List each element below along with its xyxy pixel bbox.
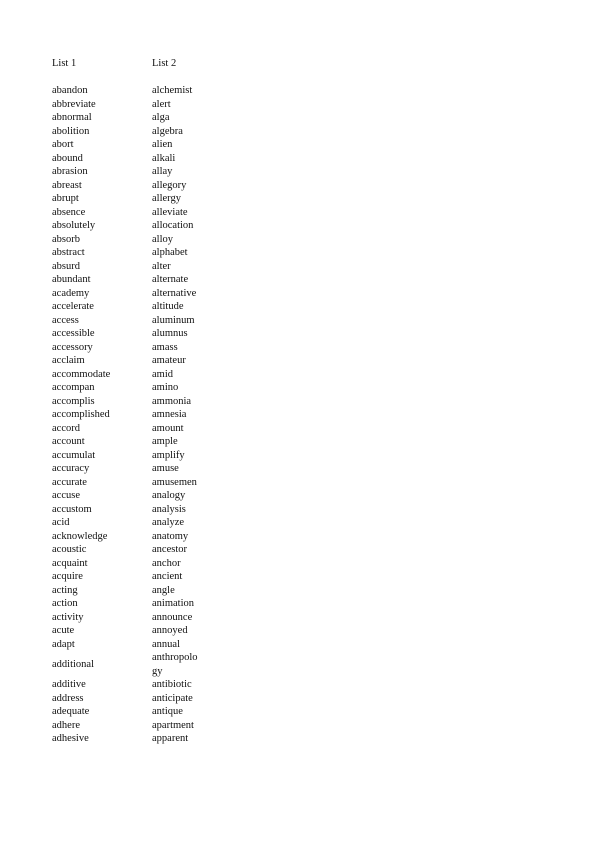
list-1-word: abolition (52, 125, 90, 137)
table-row (52, 408, 198, 422)
list-1-word: abbreviate (52, 98, 96, 110)
list-2-word: anticipate (152, 692, 193, 704)
table-row (52, 678, 198, 692)
list-1-word: absence (52, 206, 86, 218)
list-1-word: adhesive (52, 733, 89, 744)
list-2-word: amount (152, 422, 184, 434)
table-row (52, 327, 198, 341)
table-row (52, 98, 198, 112)
word-list-table (52, 57, 198, 746)
list-2-word: ancient (152, 571, 183, 582)
table-row (52, 354, 198, 368)
table-row (52, 570, 198, 584)
table-row (52, 125, 198, 139)
list-2-word: annual (152, 638, 180, 650)
table-row (52, 300, 198, 314)
list-1-word: accumulat (52, 449, 96, 461)
table-row (52, 192, 198, 206)
table-row (52, 516, 198, 530)
list-2-word: amid (152, 368, 173, 380)
list-2-word: amplify (152, 449, 185, 461)
list-1-word: accommodate (52, 368, 111, 380)
list-1-word: acclaim (52, 355, 85, 366)
list-1-word: abandon (52, 85, 88, 96)
table-row (52, 233, 198, 247)
table-row (52, 273, 198, 287)
table-row (52, 651, 198, 678)
list-2-word: alkali (152, 152, 176, 164)
table-row (52, 368, 198, 382)
list-2-word: alchemist (152, 85, 193, 96)
list-2-word: ancestor (152, 544, 187, 555)
table-row (52, 557, 198, 571)
list-2-word: amass (152, 341, 178, 353)
list-1-word: accuracy (52, 463, 90, 474)
list-1-word: address (52, 692, 84, 704)
list-2-word: antibiotic (152, 679, 192, 690)
list-1-word: absurd (52, 260, 80, 272)
list-1-word: absolutely (52, 220, 96, 231)
list-2-word: analysis (152, 503, 186, 515)
table-row (52, 692, 198, 706)
list-2-word: annoyed (152, 625, 188, 636)
list-2-word: alter (152, 260, 171, 272)
list-2-word: alternative (152, 287, 197, 299)
list-1-word: academy (52, 287, 90, 299)
list-2-word: aluminum (152, 314, 195, 326)
list-1-word: acknowledge (52, 530, 108, 542)
list-1-word: accuse (52, 490, 80, 501)
list-1-word: accord (52, 422, 80, 434)
list-2-word: alloy (152, 233, 173, 245)
list-2-word: alphabet (152, 247, 188, 258)
table-row (52, 219, 198, 233)
list-1-word: accomplis (52, 395, 95, 407)
list-2-word: analogy (152, 490, 186, 501)
table-row (52, 624, 198, 638)
list-2-word: antique (152, 706, 183, 717)
spacer-row (52, 71, 198, 84)
list-1-word: adhere (52, 719, 80, 731)
list-2-word: allergy (152, 193, 181, 204)
list-2-word: alumnus (152, 328, 188, 339)
list-2-word: amateur (152, 355, 186, 366)
list-2-header: List 2 (152, 58, 177, 70)
table-row (52, 287, 198, 301)
list-1-header: List 1 (52, 58, 77, 70)
table-row (52, 152, 198, 166)
list-2-word: amuse (152, 463, 179, 474)
list-1-word: acquaint (52, 557, 88, 569)
list-1-word: abnormal (52, 112, 92, 123)
list-1-word: additional (52, 658, 94, 670)
table-row (52, 489, 198, 503)
list-1-word: absorb (52, 233, 80, 245)
table-row (52, 638, 198, 652)
list-2-word: amino (152, 382, 179, 393)
table-row (52, 111, 198, 125)
list-2-word: anatomy (152, 530, 189, 542)
list-1-word: accurate (52, 476, 87, 488)
list-1-word: abrupt (52, 193, 79, 204)
list-1-word: adapt (52, 638, 75, 650)
list-1-word: accomplished (52, 409, 110, 420)
list-1-word: account (52, 436, 85, 447)
list-2-word: anchor (152, 557, 181, 569)
list-1-word: abreast (52, 179, 82, 191)
list-2-word: amusemen (152, 476, 197, 488)
list-1-word: abstract (52, 247, 85, 258)
table-row (52, 530, 198, 544)
list-1-word: acid (52, 517, 70, 528)
table-row (52, 246, 198, 260)
table-row (52, 260, 198, 274)
list-2-word: alga (152, 112, 170, 123)
table-row (52, 584, 198, 598)
table-row (52, 206, 198, 220)
list-1-word: adequate (52, 706, 90, 717)
list-1-word: abort (52, 139, 74, 150)
list-2-word: ample (152, 436, 178, 447)
list-2-word: alleviate (152, 206, 188, 218)
list-1-word: action (52, 598, 78, 609)
table-row (52, 449, 198, 463)
list-1-word: accessory (52, 341, 93, 353)
list-1-word: access (52, 314, 79, 326)
list-2-word: alert (152, 98, 171, 110)
list-2-word: allegory (152, 179, 187, 191)
table-row (52, 611, 198, 625)
list-1-word: accessible (52, 328, 95, 339)
list-1-word: acting (52, 584, 78, 596)
table-row (52, 84, 198, 98)
list-2-word: allocation (152, 220, 194, 231)
list-2-word: ammonia (152, 395, 192, 407)
list-1-word: abundant (52, 274, 91, 285)
list-2-word: alien (152, 139, 173, 150)
list-2-word: analyze (152, 517, 185, 528)
list-2-word: algebra (152, 125, 183, 137)
table-row (52, 422, 198, 436)
list-1-word: abound (52, 152, 83, 164)
table-row (52, 165, 198, 179)
list-2-word: allay (152, 166, 173, 177)
table-row (52, 179, 198, 193)
table-row (52, 705, 198, 719)
table-row (52, 503, 198, 517)
header-row (52, 57, 198, 71)
table-row (52, 314, 198, 328)
table-row (52, 719, 198, 733)
list-2-word: alternate (152, 274, 189, 285)
list-1-word: accustom (52, 503, 92, 515)
table-row (52, 395, 198, 409)
table-row (52, 138, 198, 152)
list-1-word: accelerate (52, 301, 94, 312)
list-2-word: apparent (152, 733, 189, 744)
list-1-word: acquire (52, 571, 83, 582)
word-list-body (52, 57, 198, 746)
table-row (52, 597, 198, 611)
list-1-word: additive (52, 679, 86, 690)
table-row (52, 543, 198, 557)
list-1-word: acute (52, 625, 75, 636)
list-2-word: anthropology (152, 652, 198, 677)
list-1-word: acoustic (52, 544, 87, 555)
list-1-word: activity (52, 611, 84, 623)
list-2-word: announce (152, 611, 193, 623)
list-2-word: angle (152, 584, 175, 596)
table-row (52, 732, 198, 746)
list-1-word: abrasion (52, 166, 88, 177)
list-2-word: animation (152, 598, 194, 609)
table-row (52, 341, 198, 355)
table-row (52, 381, 198, 395)
list-2-word: amnesia (152, 409, 187, 420)
table-row (52, 476, 198, 490)
table-row (52, 462, 198, 476)
list-2-word: altitude (152, 301, 184, 312)
list-1-word: accompan (52, 382, 95, 393)
list-2-word: apartment (152, 719, 194, 731)
table-row (52, 435, 198, 449)
